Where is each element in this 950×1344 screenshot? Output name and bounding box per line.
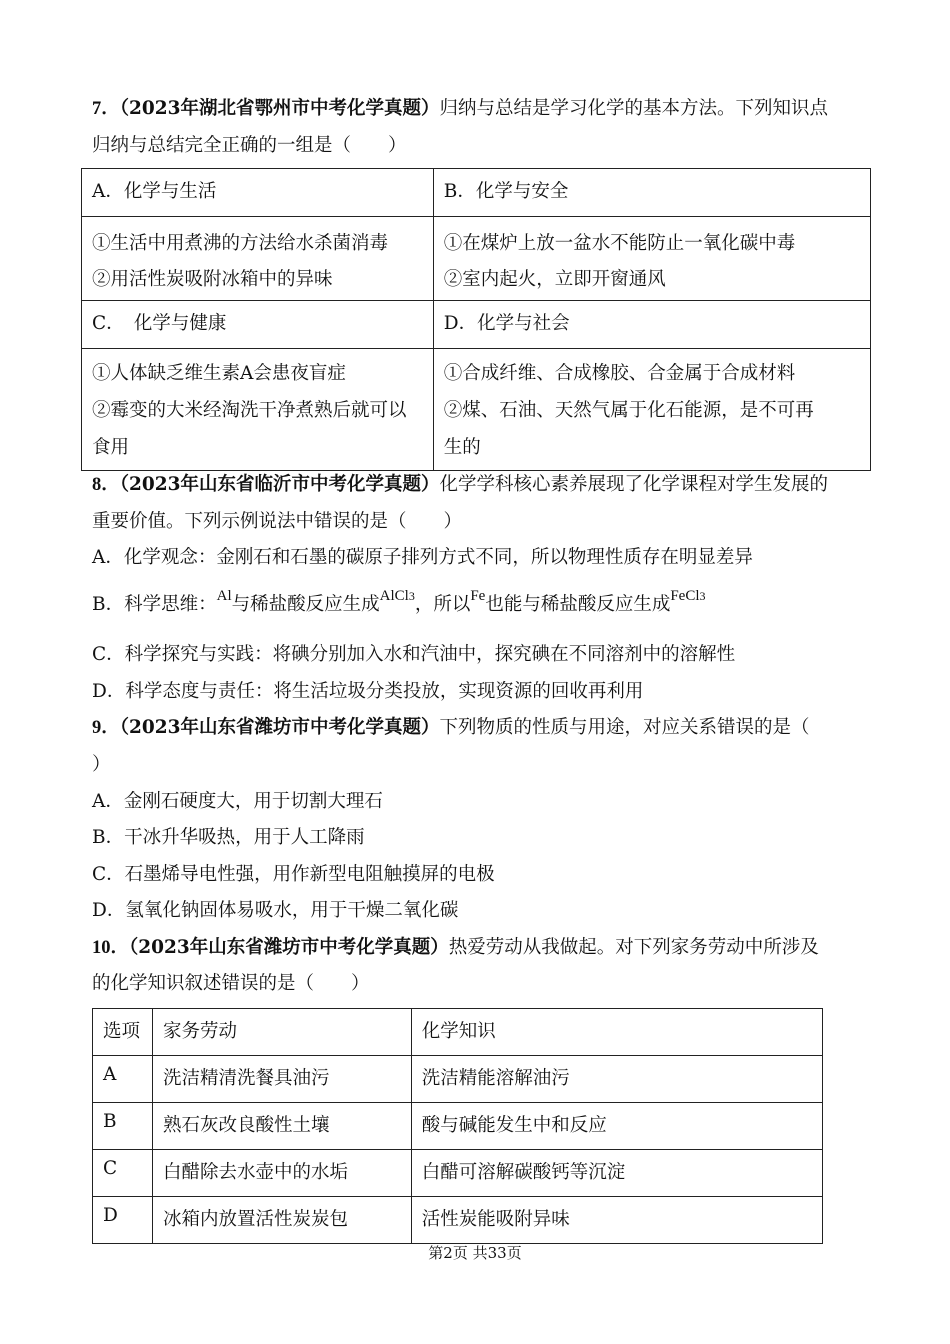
table-row bbox=[93, 1197, 823, 1244]
q7-c-head: C． 化学与健康 bbox=[92, 313, 227, 334]
q8-option-b bbox=[92, 588, 706, 619]
table-header-row bbox=[93, 1009, 823, 1056]
table-cell: 洗洁精能溶解油污 bbox=[421, 1068, 570, 1089]
q7-b-item: ②室内起火，立即开窗通风 bbox=[443, 269, 666, 290]
q10-source: （2023年山东省潍坊市中考化学真题） bbox=[129, 937, 449, 958]
q7-a-item: ①生活中用煮沸的方法给水杀菌消毒 bbox=[92, 233, 389, 254]
q8-b-mid3: 也能与稀盐酸反应生成 bbox=[485, 594, 671, 615]
subscript-3: 3 bbox=[699, 589, 706, 603]
table-cell: 洗洁精清洗餐具油污 bbox=[162, 1068, 330, 1089]
q9-source: （2023年山东省潍坊市中考化学真题） bbox=[119, 717, 440, 738]
q10-stem-line2: 的化学知识叙述错误的是（ ） bbox=[92, 973, 370, 994]
q9-stem-text1: 下列物质的性质与用途，对应关系错误的是（ bbox=[439, 717, 810, 738]
q8-stem-line2: 重要价值。下列示例说法中错误的是（ ） bbox=[92, 511, 463, 532]
table-header-cell: 选项 bbox=[103, 1021, 141, 1042]
q7-c-item: ①人体缺乏维生素A会患夜盲症 bbox=[92, 363, 346, 384]
q7-stem-line1 bbox=[92, 96, 828, 122]
table-cell: D bbox=[103, 1205, 118, 1226]
q9-stem-line1 bbox=[92, 715, 810, 741]
q9-option-a: A．金刚石硬度大，用于切割大理石 bbox=[92, 791, 383, 812]
formula-fecl: FeCl bbox=[670, 588, 700, 604]
q7-d-head: D．化学与社会 bbox=[443, 313, 570, 334]
q7-c-item: 食用 bbox=[92, 437, 130, 458]
q8-b-prefix: B．科学思维： bbox=[92, 594, 217, 615]
q8-option-a: A．化学观念：金刚石和石墨的碳原子排列方式不同，所以物理性质存在明显差异 bbox=[92, 547, 753, 568]
q7-b-head: B．化学与安全 bbox=[443, 181, 569, 202]
q9-option-b: B．干冰升华吸热，用于人工降雨 bbox=[92, 827, 365, 848]
q7-stem-line2: 归纳与总结完全正确的一组是（ ） bbox=[92, 135, 407, 156]
q9-number: 9． bbox=[92, 718, 120, 738]
q8-b-mid1: 与稀盐酸反应生成 bbox=[231, 594, 380, 615]
q8-option-c: C．科学探究与实践：将碘分别加入水和汽油中，探究碘在不同溶剂中的溶解性 bbox=[92, 644, 736, 665]
q7-c-item: ②霉变的大米经淘洗干净煮熟后就可以 bbox=[92, 400, 407, 421]
table-row bbox=[93, 1150, 823, 1197]
q10-table bbox=[92, 1008, 823, 1244]
q7-b-item: ①在煤炉上放一盆水不能防止一氧化碳中毒 bbox=[443, 233, 796, 254]
table-header-cell: 化学知识 bbox=[421, 1021, 496, 1042]
q9-stem-line2: ） bbox=[92, 754, 111, 775]
q8-number: 8． bbox=[92, 475, 120, 495]
table-row bbox=[93, 1056, 823, 1103]
q7-d-item: 生的 bbox=[443, 437, 481, 458]
q7-stem-text1: 归纳与总结是学习化学的基本方法。下列知识点 bbox=[439, 98, 829, 119]
q7-a-head: A．化学与生活 bbox=[92, 181, 217, 202]
table-cell: 熟石灰改良酸性土壤 bbox=[162, 1115, 330, 1136]
table-cell: B bbox=[103, 1111, 117, 1132]
table-cell: 白醋可溶解碳酸钙等沉淀 bbox=[421, 1162, 626, 1183]
formula-al: Al bbox=[216, 588, 232, 604]
q8-b-mid2: ，所以 bbox=[414, 594, 471, 615]
table-cell: 白醋除去水壶中的水垢 bbox=[162, 1162, 348, 1183]
q7-source: （2023年湖北省鄂州市中考化学真题） bbox=[119, 98, 440, 119]
table-cell: C bbox=[103, 1158, 118, 1179]
q9-option-d: D．氢氧化钠固体易吸水，用于干燥二氧化碳 bbox=[92, 900, 459, 921]
formula-fe: Fe bbox=[470, 588, 486, 604]
q10-stem-line1 bbox=[92, 935, 819, 961]
q10-number: 10． bbox=[92, 938, 130, 958]
formula-alcl: AlCl bbox=[379, 588, 409, 604]
q10-stem-text1: 热爱劳动从我做起。对下列家务劳动中所涉及 bbox=[448, 937, 819, 958]
q7-d-item: ①合成纤维、合成橡胶、合金属于合成材料 bbox=[443, 363, 796, 384]
q8-stem-line1 bbox=[92, 472, 828, 498]
q7-number: 7． bbox=[92, 99, 120, 119]
table-header-cell: 家务劳动 bbox=[162, 1021, 237, 1042]
formula-alcl3 bbox=[380, 588, 415, 604]
q8-option-d: D．科学态度与责任：将生活垃圾分类投放，实现资源的回收再利用 bbox=[92, 681, 644, 702]
formula-fecl3 bbox=[670, 588, 705, 604]
q7-table bbox=[81, 168, 871, 471]
subscript-3: 3 bbox=[408, 589, 415, 603]
q9-option-c: C．石墨烯导电性强，用作新型电阻触摸屏的电极 bbox=[92, 864, 495, 885]
table-cell: A bbox=[103, 1064, 117, 1085]
q7-d-item: ②煤、石油、天然气属于化石能源，是不可再 bbox=[443, 400, 814, 421]
table-cell: 酸与碱能发生中和反应 bbox=[421, 1115, 607, 1136]
q8-source: （2023年山东省临沂市中考化学真题） bbox=[119, 474, 440, 495]
q8-stem-text1: 化学学科核心素养展现了化学课程对学生发展的 bbox=[439, 474, 829, 495]
table-cell: 活性炭能吸附异味 bbox=[421, 1209, 570, 1230]
q7-a-item: ②用活性炭吸附冰箱中的异味 bbox=[92, 269, 333, 290]
table-row bbox=[93, 1103, 823, 1150]
table-cell: 冰箱内放置活性炭炭包 bbox=[162, 1209, 348, 1230]
page-footer: 第2页 共33页 bbox=[428, 1244, 522, 1262]
